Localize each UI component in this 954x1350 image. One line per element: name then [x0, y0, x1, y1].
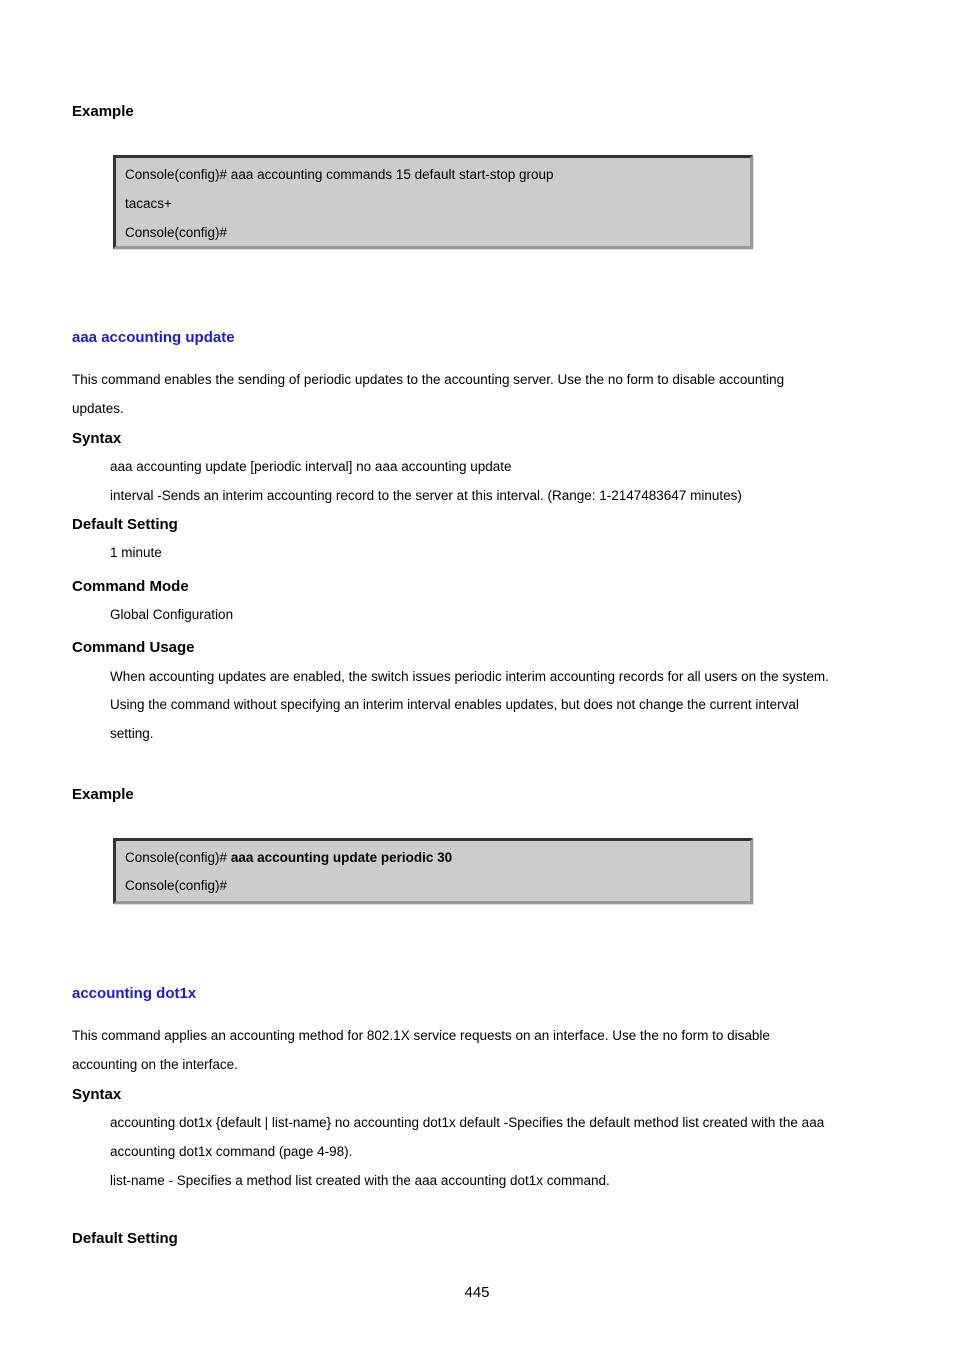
command-usage-heading: Command Usage: [72, 639, 195, 656]
syntax-line: interval -Sends an interim accounting record to the server at this interval. (Range: 1-2147483647 minutes): [110, 488, 742, 503]
example-heading: Example: [72, 786, 134, 803]
syntax-line: aaa accounting update [periodic interval] no aaa accounting update: [110, 459, 512, 474]
command-mode-value: Global Configuration: [110, 607, 234, 622]
command-title: aaa accounting update: [72, 329, 235, 346]
usage-line: Using the command without specifying an interim interval enables updates, but does not change the current interval: [110, 697, 799, 712]
description-line: updates.: [72, 401, 124, 416]
code-line: Console(config)#: [125, 878, 228, 893]
code-command: aaa accounting update periodic 30: [230, 850, 453, 865]
command-mode-heading: Command Mode: [72, 578, 189, 595]
code-prompt: Console(config)#: [125, 850, 231, 865]
default-setting-heading: Default Setting: [72, 516, 178, 533]
syntax-heading: Syntax: [72, 430, 122, 447]
syntax-line: accounting dot1x command (page 4-98).: [110, 1144, 353, 1159]
syntax-line: accounting dot1x {default | list-name} no accounting dot1x default -Specifies the default method list created with the aaa: [110, 1115, 825, 1130]
usage-line: setting.: [110, 726, 154, 741]
code-example-box: [113, 838, 753, 904]
code-example-box: [113, 155, 753, 249]
usage-line: When accounting updates are enabled, the switch issues periodic interim accounting records for all users on the system.: [110, 669, 829, 684]
code-line: [125, 850, 452, 865]
page-number: 445: [464, 1284, 490, 1301]
default-setting-value: 1 minute: [110, 545, 162, 560]
description-line: accounting on the interface.: [72, 1057, 238, 1072]
description-line: This command applies an accounting method for 802.1X service requests on an interface. Use the no form to disable: [72, 1028, 770, 1043]
command-title: accounting dot1x: [72, 985, 197, 1002]
code-line: tacacs+: [125, 196, 172, 211]
example-heading: Example: [72, 103, 134, 120]
syntax-line: list-name - Specifies a method list created with the aaa accounting dot1x command.: [110, 1173, 610, 1188]
description-line: This command enables the sending of periodic updates to the accounting server. Use the no form to disable accounting: [72, 372, 785, 387]
code-line: Console(config)#: [125, 225, 228, 240]
syntax-heading: Syntax: [72, 1086, 122, 1103]
default-setting-heading: Default Setting: [72, 1230, 178, 1247]
code-line: Console(config)# aaa accounting commands 15 default start-stop group: [125, 167, 554, 182]
